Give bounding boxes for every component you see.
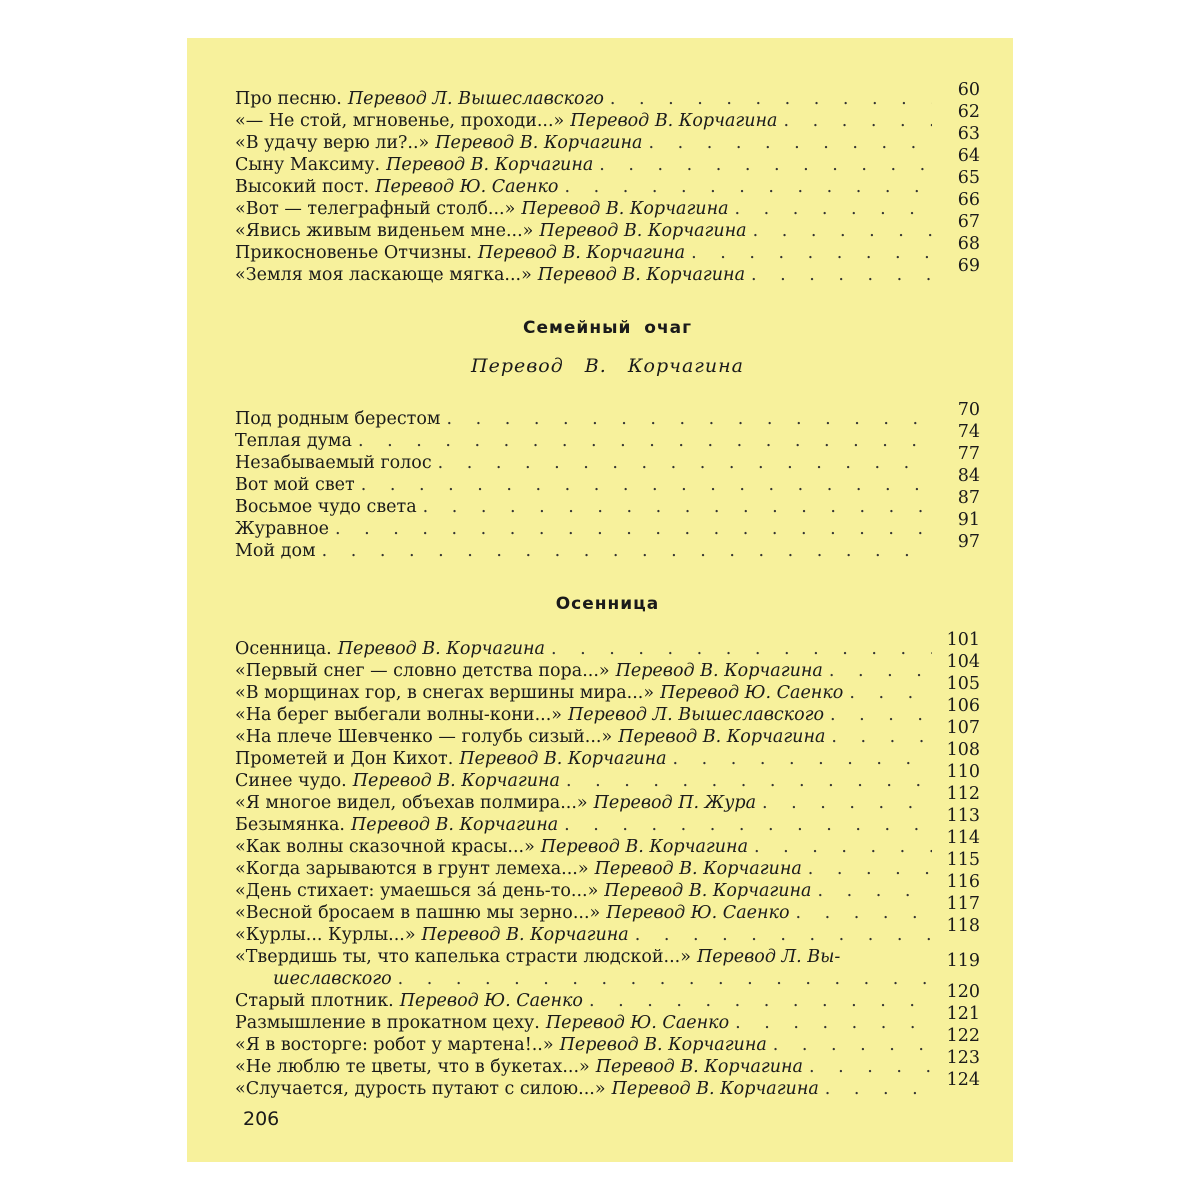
toc-entry xyxy=(235,422,980,452)
entry-page-number: 60 xyxy=(957,80,980,100)
entry-title: «Случается, дурость путают с силою...» xyxy=(235,1079,606,1099)
toc-entry xyxy=(235,850,980,880)
leader-dots xyxy=(447,408,933,430)
entry-page-number: 104 xyxy=(946,652,980,672)
leader-dots xyxy=(398,968,932,990)
entry-translator: Перевод Л. Вы- xyxy=(696,947,841,967)
toc-entry xyxy=(235,256,980,286)
entry-page-number: 112 xyxy=(946,784,980,804)
leader-dots xyxy=(773,1034,932,1056)
entry-title: «Весной бросаем в пашню мы зерно...» xyxy=(235,903,601,923)
entry-page-number: 65 xyxy=(957,168,980,188)
entry-translator-continued: шеславского xyxy=(273,969,392,989)
leader-dots xyxy=(783,110,932,132)
toc-entry xyxy=(235,124,980,154)
leader-dots xyxy=(335,518,932,540)
entry-translator: Перевод П. Жура xyxy=(593,793,757,813)
entry-title: Незабываемый голос xyxy=(235,453,432,473)
section-title-family-hearth: Семейный очаг xyxy=(523,318,692,338)
entry-page-number: 110 xyxy=(946,762,980,782)
entry-translator: Перевод Ю. Саенко xyxy=(660,683,844,703)
entry-page-number: 69 xyxy=(957,256,980,276)
entry-translator: Перевод Ю. Саенко xyxy=(606,903,790,923)
entry-page-number: 97 xyxy=(957,532,980,552)
leader-dots xyxy=(830,704,932,726)
entry-page-number: 120 xyxy=(946,982,980,1002)
entry-title: Мой дом xyxy=(235,541,316,561)
entry-translator: Перевод Ю. Саенко xyxy=(375,177,559,197)
toc-entry xyxy=(235,532,980,562)
leader-dots xyxy=(849,682,932,704)
leader-dots xyxy=(735,198,932,220)
leader-dots xyxy=(566,770,932,792)
leader-dots xyxy=(635,924,932,946)
entry-title: «Явись живым виденьем мне...» xyxy=(235,221,534,241)
entry-page-number: 84 xyxy=(957,466,980,486)
toc-entry xyxy=(235,102,980,132)
toc-entry xyxy=(235,894,980,924)
entry-translator: Перевод В. Корчагина xyxy=(435,133,643,153)
entry-translator: Перевод В. Корчагина xyxy=(615,661,823,681)
entry-page-number: 119 xyxy=(946,951,980,971)
toc-entry xyxy=(235,762,980,792)
leader-dots xyxy=(649,132,933,154)
entry-title: «Вот — телеграфный столб...» xyxy=(235,199,516,219)
entry-page-number: 117 xyxy=(946,894,980,914)
entry-title: «Когда зарываются в грунт лемеха...» xyxy=(235,859,589,879)
entry-title: Сыну Максиму. xyxy=(235,155,381,175)
toc-entry xyxy=(235,982,980,1012)
entry-page-number: 67 xyxy=(957,212,980,232)
book-page xyxy=(187,38,1013,1162)
entry-title: «На плече Шевченко — голубь сизый...» xyxy=(235,727,613,747)
entry-page-number: 66 xyxy=(957,190,980,210)
entry-translator: Перевод В. Корчагина xyxy=(421,925,629,945)
entry-title: Старый плотник. xyxy=(235,991,394,1011)
entry-title: Восьмое чудо света xyxy=(235,497,417,517)
entry-title: Теплая дума xyxy=(235,431,352,451)
toc-entry xyxy=(235,916,980,946)
toc-group-2 xyxy=(235,400,980,562)
entry-translator: Перевод В. Корчагина xyxy=(477,243,686,263)
entry-translator: Перевод В. Корчагина xyxy=(386,155,594,175)
entry-title: Про песню. xyxy=(235,89,342,109)
entry-title: «В удачу верю ли?..» xyxy=(235,133,430,153)
entry-title: «Первый снег — словно детства пора...» xyxy=(235,661,610,681)
toc-entry xyxy=(235,80,980,110)
leader-dots xyxy=(589,990,932,1012)
entry-page-number: 116 xyxy=(946,872,980,892)
entry-page-number: 105 xyxy=(946,674,980,694)
leader-dots xyxy=(753,220,932,242)
entry-page-number: 107 xyxy=(946,718,980,738)
entry-translator: Перевод В. Корчагина xyxy=(337,639,545,659)
leader-dots xyxy=(358,430,932,452)
leader-dots xyxy=(825,1078,932,1100)
entry-page-number: 118 xyxy=(946,916,980,936)
entry-page-number: 62 xyxy=(957,102,980,122)
entry-translator: Перевод В. Корчагина xyxy=(521,199,729,219)
leader-dots xyxy=(691,242,932,264)
entry-translator: Перевод В. Корчагина xyxy=(459,749,667,769)
leader-dots xyxy=(361,474,932,496)
entry-translator: Перевод В. Корчагина xyxy=(595,1057,803,1077)
toc-entry xyxy=(235,444,980,474)
leader-dots xyxy=(599,154,932,176)
page-number: 206 xyxy=(243,1108,280,1130)
entry-title: Безымянка. xyxy=(235,815,345,835)
leader-dots xyxy=(322,540,932,562)
entry-page-number: 63 xyxy=(957,124,980,144)
leader-dots xyxy=(809,1056,932,1078)
toc-entry xyxy=(235,400,980,430)
toc-entry xyxy=(235,190,980,220)
toc-entry xyxy=(235,212,980,242)
entry-page-number: 91 xyxy=(957,510,980,530)
entry-translator: Перевод Ю. Саенко xyxy=(399,991,583,1011)
leader-dots xyxy=(423,496,932,518)
toc-group-3 xyxy=(235,630,980,1100)
entry-title: «Земля моя ласкающе мягка...» xyxy=(235,265,532,285)
entry-page-number: 87 xyxy=(957,488,980,508)
toc-entry xyxy=(235,1026,980,1056)
toc-entry xyxy=(235,234,980,264)
entry-page-number: 123 xyxy=(946,1048,980,1068)
entry-translator: Перевод В. Корчагина xyxy=(539,221,747,241)
entry-page-number: 70 xyxy=(957,400,980,420)
leader-dots xyxy=(735,1012,932,1034)
entry-page-number: 124 xyxy=(946,1070,980,1090)
entry-page-number: 113 xyxy=(946,806,980,826)
toc-entry xyxy=(235,1004,980,1034)
entry-title: «Как волны сказочной красы...» xyxy=(235,837,535,857)
leader-dots xyxy=(551,638,932,660)
toc-entry xyxy=(235,466,980,496)
entry-title: Под родным берестом xyxy=(235,409,441,429)
toc-entry xyxy=(235,740,980,770)
entry-title: «День стихает: умаешься за́ день-то...» xyxy=(235,881,599,901)
toc-entry xyxy=(235,488,980,518)
entry-page-number: 115 xyxy=(946,850,980,870)
toc-entry xyxy=(235,674,980,704)
leader-dots xyxy=(808,858,932,880)
table-of-contents xyxy=(235,80,980,1100)
toc-group-1 xyxy=(235,80,980,286)
leader-dots xyxy=(829,660,932,682)
toc-entry xyxy=(235,828,980,858)
entry-translator: Перевод В. Корчагина xyxy=(618,727,826,747)
entry-translator: Перевод В. Корчагина xyxy=(559,1035,767,1055)
entry-title: «Не люблю те цветы, что в букетах...» xyxy=(235,1057,590,1077)
toc-entry xyxy=(235,1048,980,1078)
entry-page-number: 106 xyxy=(946,696,980,716)
entry-translator: Перевод Л. Вышеславского xyxy=(567,705,825,725)
entry-title: Высокий пост. xyxy=(235,177,370,197)
entry-title: Синее чудо. xyxy=(235,771,347,791)
entry-page-number: 74 xyxy=(957,422,980,442)
toc-entry xyxy=(235,1070,980,1100)
entry-page-number: 101 xyxy=(946,630,980,650)
entry-title: Осенница. xyxy=(235,639,332,659)
toc-entry xyxy=(235,784,980,814)
entry-title: Размышление в прокатном цеху. xyxy=(235,1013,540,1033)
entry-translator: Перевод В. Корчагина xyxy=(540,837,749,857)
toc-entry xyxy=(235,510,980,540)
entry-translator: Перевод Ю. Саенко xyxy=(545,1013,730,1033)
entry-title: «На берег выбегали волны-кони...» xyxy=(235,705,562,725)
entry-translator: Перевод В. Корчагина xyxy=(537,265,746,285)
toc-entry xyxy=(235,652,980,682)
entry-title: «Я многое видел, объехав полмира...» xyxy=(235,793,588,813)
entry-translator: Перевод В. Корчагина xyxy=(611,1079,819,1099)
leader-dots xyxy=(831,726,932,748)
entry-page-number: 121 xyxy=(946,1004,980,1024)
entry-title: Прометей и Дон Кихот. xyxy=(235,749,454,769)
toc-entry xyxy=(235,630,980,660)
toc-entry xyxy=(235,146,980,176)
leader-dots xyxy=(564,176,932,198)
toc-entry xyxy=(235,946,980,968)
toc-entry xyxy=(235,696,980,726)
leader-dots xyxy=(564,814,932,836)
section-subtitle-translator: Перевод В. Корчагина xyxy=(471,355,744,377)
leader-dots xyxy=(762,792,932,814)
leader-dots xyxy=(610,88,932,110)
toc-entry xyxy=(235,806,980,836)
entry-title: «Курлы... Курлы...» xyxy=(235,925,416,945)
entry-title: «Я в восторге: робот у мартена!..» xyxy=(235,1035,554,1055)
entry-title: «— Не стой, мгновенье, проходи...» xyxy=(235,111,565,131)
leader-dots xyxy=(673,748,932,770)
leader-dots xyxy=(796,902,932,924)
entry-translator: Перевод В. Корчагина xyxy=(594,859,802,879)
entry-page-number: 64 xyxy=(957,146,980,166)
toc-entry xyxy=(235,872,980,902)
entry-title: Прикосновенье Отчизны. xyxy=(235,243,472,263)
leader-dots xyxy=(751,264,932,286)
entry-title: «В морщинах гор, в снегах вершины мира...» xyxy=(235,683,655,703)
toc-entry xyxy=(235,168,980,198)
entry-title: Вот мой свет xyxy=(235,475,355,495)
entry-title: Журавное xyxy=(235,519,330,539)
section-title-osennitsa: Осенница xyxy=(555,594,660,614)
leader-dots xyxy=(818,880,933,902)
entry-translator: Перевод В. Корчагина xyxy=(352,771,560,791)
entry-page-number: 108 xyxy=(946,740,980,760)
toc-entry xyxy=(235,718,980,748)
entry-page-number: 77 xyxy=(957,444,980,464)
entry-translator: Перевод В. Корчагина xyxy=(350,815,559,835)
leader-dots xyxy=(754,836,932,858)
entry-translator: Перевод Л. Вышеславского xyxy=(347,89,604,109)
entry-translator: Перевод В. Корчагина xyxy=(604,881,812,901)
entry-translator: Перевод В. Корчагина xyxy=(570,111,778,131)
entry-page-number: 68 xyxy=(957,234,980,254)
entry-title: «Твердишь ты, что капелька страсти людской...» xyxy=(235,947,691,967)
entry-page-number: 122 xyxy=(946,1026,980,1046)
leader-dots xyxy=(438,452,932,474)
entry-page-number: 114 xyxy=(946,828,980,848)
